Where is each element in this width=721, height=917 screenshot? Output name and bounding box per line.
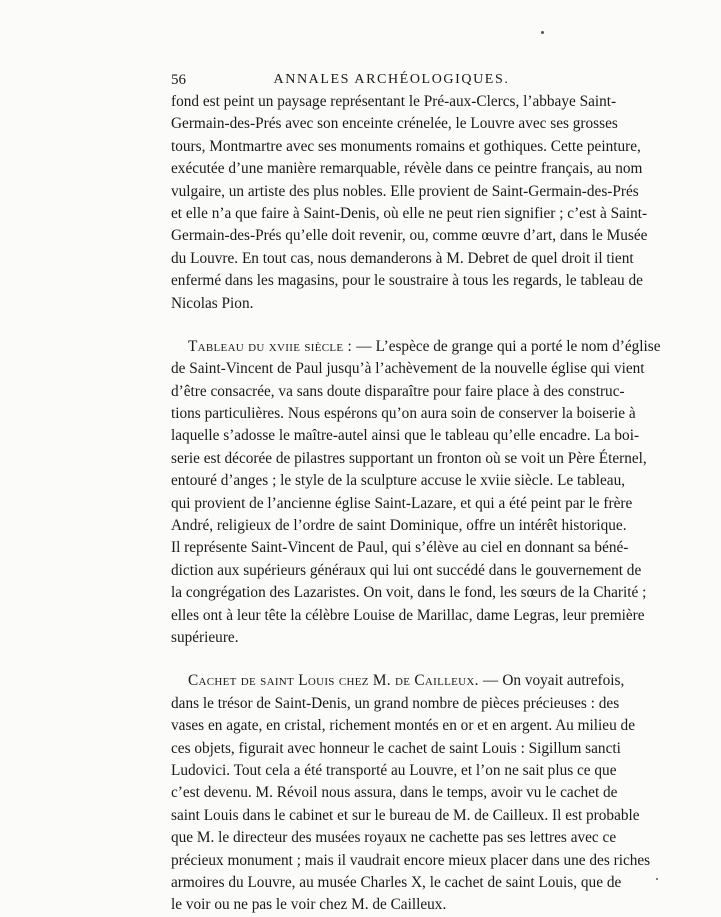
heading-line-text: L’espèce de grange qui a porté le nom d’église <box>375 337 661 355</box>
text-line: enfermé dans les magasins, pour le soustraire à tous les regards, le tableau de <box>171 272 643 290</box>
body-text <box>171 91 661 917</box>
paragraph-tableau-xviie <box>171 336 661 649</box>
text-line: c’est devenu. M. Révoil nous assura, dans le temps, avoir vu le cachet de <box>171 784 618 802</box>
text-line: que M. le directeur des musées royaux ne cachette pas ses lettres avec ce <box>171 829 617 847</box>
text-line: Nicolas Pion. <box>171 294 254 312</box>
text-line: tours, Montmartre avec ses monuments romains et gothiques. Cette peinture, <box>171 137 641 155</box>
paragraph-cachet-saint-louis <box>171 670 651 916</box>
text-line: vases en agate, en cristal, richement montés en or et en argent. Au milieu de <box>171 717 635 735</box>
paragraph-spacer <box>171 649 608 670</box>
text-line: André, religieux de l’ordre de saint Dominique, offre un intérêt historique. <box>171 517 627 535</box>
text-line: tions particulières. Nous espérons qu’on aura soin de conserver la boiserie à <box>171 405 636 423</box>
section-heading: Cachet de saint Louis chez M. de Cailleux. — <box>188 672 499 690</box>
text-line: Il représente Saint-Vincent de Paul, qui s’élève au ciel en donnant sa béné- <box>171 539 629 557</box>
text-line: qui provient de l’ancienne église Saint-Lazare, et qui a été peint par le frère <box>171 494 633 512</box>
text-line: dans le trésor de Saint-Denis, un grand nombre de pièces précieuses : des <box>171 694 620 712</box>
page-number: 56 <box>171 72 186 88</box>
text-line: et elle n’a que faire à Saint-Denis, où elle ne peut rien signifier ; c’est à Saint- <box>171 204 648 222</box>
text-line <box>171 336 661 358</box>
text-line: précieux monument ; mais il vaudrait encore mieux placer dans une des riches <box>171 851 651 869</box>
text-line: du Louvre. En tout cas, nous demanderons à M. Debret de quel droit il tient <box>171 249 634 267</box>
speck-mark <box>656 878 658 880</box>
text-line: elles ont à leur tête la célèbre Louise de Marillac, dame Legras, leur première <box>171 606 645 624</box>
text-line: d’être consacrée, va sans doute disparaître pour faire place à des construc- <box>171 382 625 400</box>
text-line: de Saint-Vincent de Paul jusqu’à l’achèvement de la nouvelle église qui vient <box>171 360 645 378</box>
text-line: Germain-des-Prés qu’elle doit revenir, ou, comme œuvre d’art, dans le Musée <box>171 227 648 245</box>
running-title: ANNALES ARCHÉOLOGIQUES. <box>273 72 510 87</box>
text-line: entouré d’anges ; le style de la sculpture accuse le xviie siècle. Le tableau, <box>171 472 626 490</box>
text-line: le voir ou ne pas le voir chez M. de Cailleux. <box>171 896 447 914</box>
text-line: laquelle s’adosse le maître-autel ainsi que le tableau qu’elle encadre. La boi- <box>171 427 640 445</box>
text-line: ces objets, figurait avec honneur le cachet de saint Louis : Sigillum sancti <box>171 739 621 757</box>
text-line: exécutée d’une manière remarquable, révèle dans ce peintre français, au nom <box>171 160 643 178</box>
text-line: armoires du Louvre, au musée Charles X, le cachet de saint Louis, que de <box>171 873 622 891</box>
text-line: fond est peint un paysage représentant le Pré-aux-Clercs, l’abbaye Saint- <box>171 93 617 110</box>
text-line: Ludovici. Tout cela a été transporté au Louvre, et l’on ne sait plus ce que <box>171 761 617 779</box>
text-line: Germain-des-Prés avec son enceinte crénelée, le Louvre avec ses grosses <box>171 115 618 133</box>
paragraph-spacer <box>171 315 608 336</box>
text-line: supérieure. <box>171 628 239 646</box>
text-line: diction aux supérieurs généraux qui lui ont succédé dans le gouvernement de <box>171 561 642 579</box>
text-line: vulgaire, un artiste des plus nobles. Elle provient de Saint-Germain-des-Prés <box>171 182 639 200</box>
heading-line-text: On voyait autrefois, <box>502 672 625 690</box>
text-line: la congrégation des Lazaristes. On voit, dans le fond, les sœurs de la Charité ; <box>171 584 647 602</box>
running-head <box>171 71 612 89</box>
paragraph-pion-painting <box>171 91 648 315</box>
text-line: saint Louis dans le cabinet et sur le bureau de M. de Cailleux. Il est probable <box>171 806 640 824</box>
text-line: serie est décorée de pilastres supportant un fronton où se voit un Père Éternel, <box>171 449 647 467</box>
speck-mark <box>541 31 544 34</box>
section-heading: Tableau du xviie siècle : — <box>188 337 372 355</box>
text-line <box>171 670 625 692</box>
